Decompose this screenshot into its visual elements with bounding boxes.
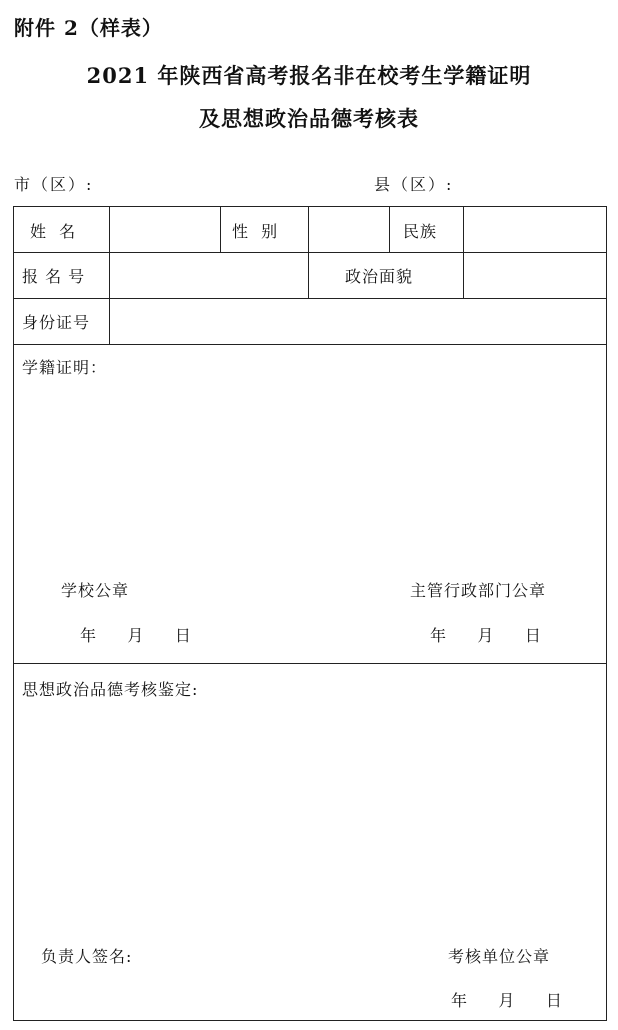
column-divider xyxy=(220,207,221,252)
row-divider xyxy=(14,252,606,253)
gender-label: 性 别 xyxy=(232,222,279,241)
enrollment-date-left: 年 月 日 xyxy=(80,626,192,645)
row-divider xyxy=(14,344,606,345)
unit-seal-label: 考核单位公章 xyxy=(448,947,551,966)
school-seal-label: 学校公章 xyxy=(61,581,130,600)
row-divider xyxy=(14,663,606,664)
authority-seal-label: 主管行政部门公章 xyxy=(410,581,547,600)
column-divider xyxy=(109,207,110,252)
id-number-label: 身份证号 xyxy=(22,313,91,332)
county-district-label: 县（区）: xyxy=(374,175,454,194)
assessment-date: 年 月 日 xyxy=(451,991,563,1010)
column-divider xyxy=(109,298,110,344)
column-divider xyxy=(308,252,309,298)
registration-number-label: 报 名 号 xyxy=(22,267,86,286)
city-district-label: 市（区）: xyxy=(14,175,94,194)
political-status-label: 政治面貌 xyxy=(345,267,414,286)
column-divider xyxy=(463,252,464,298)
document-title-line-1: 2021 年陕西省高考报名非在校考生学籍证明 xyxy=(86,63,532,88)
signer-label: 负责人签名: xyxy=(41,947,133,966)
ethnicity-label: 民族 xyxy=(403,222,438,241)
enrollment-heading: 学籍证明： xyxy=(22,358,108,377)
column-divider xyxy=(389,207,390,252)
column-divider xyxy=(308,207,309,252)
form-table xyxy=(13,206,607,1021)
document-title-line-2: 及思想政治品德考核表 xyxy=(199,106,419,131)
row-divider xyxy=(14,298,606,299)
name-label: 姓 名 xyxy=(30,222,77,241)
assessment-heading: 思想政治品德考核鉴定: xyxy=(22,680,199,699)
attachment-label: 附件 2（样表） xyxy=(14,16,163,40)
column-divider xyxy=(463,207,464,252)
column-divider xyxy=(109,252,110,298)
enrollment-date-right: 年 月 日 xyxy=(430,626,542,645)
